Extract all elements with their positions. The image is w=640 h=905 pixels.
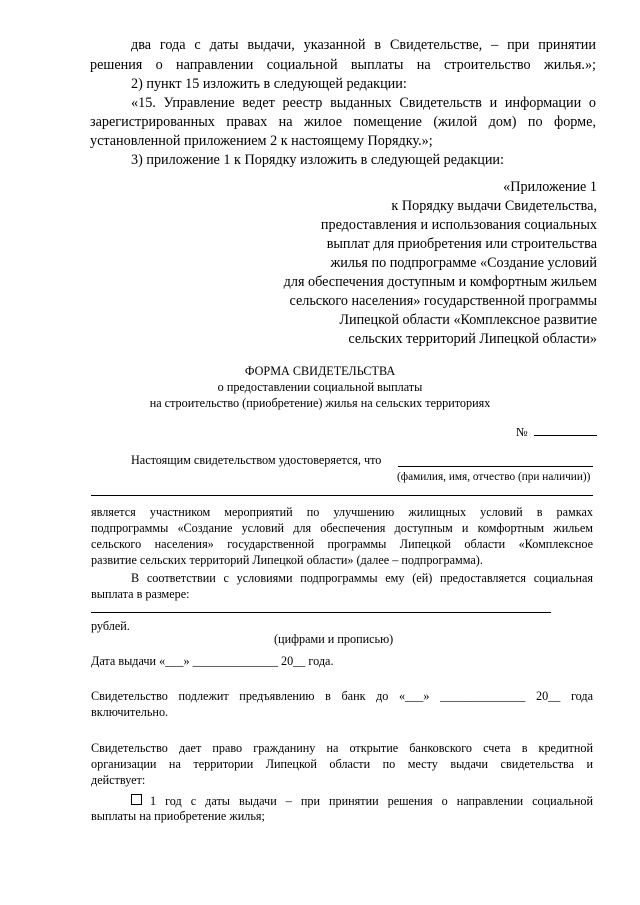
bank-deadline-line-2: включительно. [91,705,169,719]
rubles-label: рублей. [91,619,130,633]
certificate-number [516,426,597,438]
amount-blank-line [91,612,551,613]
appendix-line: «Приложение 1 [503,179,597,195]
participant-line-3: сельского населения» государственной программы Липецкой области «Комплексное [91,537,593,551]
form-title: ФОРМА СВИДЕТЕЛЬСТВА [244,364,396,378]
checkbox-icon[interactable] [131,794,142,805]
amount-line-2: выплата в размере: [91,587,190,601]
amount-hint: (цифрами и прописью) [274,632,394,646]
option-1-line-1: 1 год с даты выдачи – при принятии решения о направлении социальной [150,794,593,808]
option-1-line-2: выплаты на приобретение жилья; [91,809,265,823]
participant-line-4: развитие сельских территорий Липецкой области» (далее – подпрограмма). [91,553,483,567]
name-blank-line [398,466,593,467]
intro-line-5: зарегистрированных правах на жилое помещение (жилой дом) по форме, [90,114,596,130]
certify-text: Настоящим свидетельством удостоверяется, что [131,453,382,467]
appendix-line: сельских территорий Липецкой области» [348,331,597,347]
intro-line-6: установленной приложением 2 к настоящему Порядку.»; [90,133,433,149]
number-blank [534,435,597,436]
appendix-line: выплат для приобретения или строительства [326,236,597,252]
issue-date: Дата выдачи «___» ______________ 20__ года. [91,654,334,668]
option-1 [131,794,593,807]
appendix-line: к Порядку выдачи Свидетельства, [391,198,597,214]
amount-line-1: В соответствии с условиями подпрограммы ему (ей) предоставляется социальная [131,571,593,585]
form-subtitle-2: на строительство (приобретение) жилья на сельских территориях [149,396,491,410]
appendix-line: предоставления и использования социальных [320,217,597,233]
intro-line-4: «15. Управление ведет реестр выданных Свидетельств и информации о [131,95,596,111]
appendix-line: жилья по подпрограмме «Создание условий [330,255,597,271]
rights-line-2: организации на территории Липецкой области по месту выдачи свидетельства и [91,757,593,771]
bank-deadline-line-1: Свидетельство подлежит предъявлению в банк до «___» ______________ 20__ года [91,689,593,703]
form-subtitle-1: о предоставлении социальной выплаты [217,380,423,394]
name-hint: (фамилия, имя, отчество (при наличии)) [397,471,591,483]
rights-line-3: действует: [91,773,146,787]
number-label: № [516,425,528,439]
intro-line-1: два года с даты выдачи, указанной в Свидетельстве, – при принятии [131,37,596,53]
intro-line-3: 2) пункт 15 изложить в следующей редакции: [131,76,407,92]
appendix-line: сельского населения» государственной программы [289,293,597,309]
intro-line-2: решения о направлении социальной выплаты на строительство жилья.»; [90,57,596,73]
participant-line-2: подпрограммы «Создание условий для обеспечения доступным и комфортным жильем [91,521,593,535]
participant-line-1: является участником мероприятий по улучшению жилищных условий в рамках [91,505,593,519]
intro-line-7: 3) приложение 1 к Порядку изложить в следующей редакции: [131,152,504,168]
appendix-line: Липецкой области «Комплексное развитие [339,312,597,328]
name-full-line [91,495,593,496]
rights-line-1: Свидетельство дает право гражданину на открытие банковского счета в кредитной [91,741,593,755]
appendix-line: для обеспечения доступным и комфортным жильем [283,274,597,290]
